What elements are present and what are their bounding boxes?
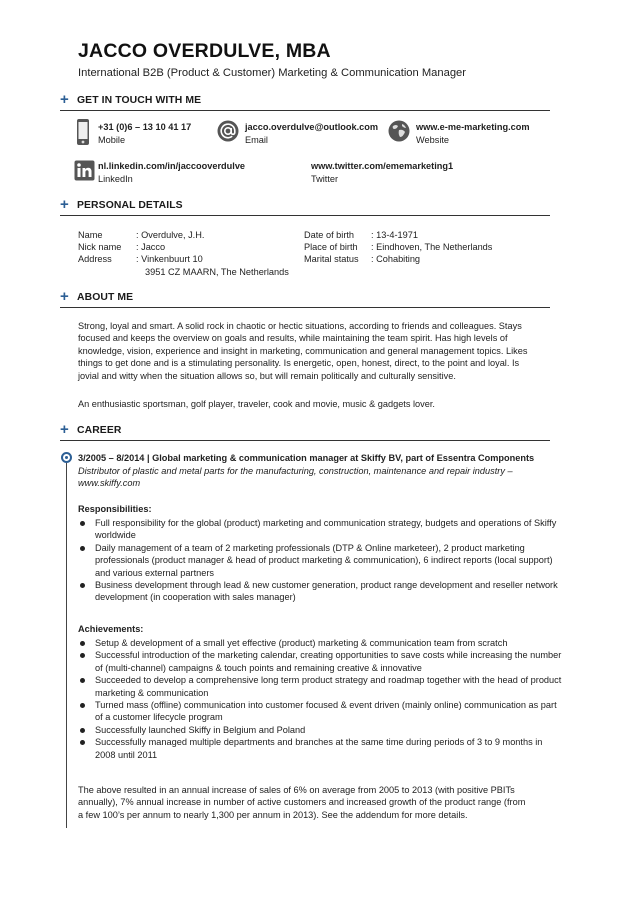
email-label: Email bbox=[245, 135, 268, 145]
globe-icon bbox=[388, 120, 410, 142]
plus-icon: + bbox=[60, 288, 69, 305]
personal-value-address: : Vinkenbuurt 10 bbox=[136, 254, 203, 264]
plus-icon: + bbox=[60, 421, 69, 438]
about-line: focused and keeps the overview on goals and results, while maintaining the team spirit. Has high levels of bbox=[78, 333, 508, 344]
career-timeline-line bbox=[66, 458, 67, 828]
responsibilities-list bbox=[78, 517, 562, 604]
section-title: GET IN TOUCH WITH ME bbox=[77, 95, 202, 106]
plus-icon: + bbox=[60, 196, 69, 213]
personal-value-marital: : Cohabiting bbox=[371, 254, 421, 264]
personal-label-name: Name bbox=[78, 230, 103, 240]
personal-value-nickname: : Jacco bbox=[136, 242, 166, 252]
website-value[interactable]: www.e-me-marketing.com bbox=[416, 122, 530, 132]
personal-label-address: Address bbox=[78, 254, 112, 264]
career-summary bbox=[78, 784, 556, 821]
personal-value-pob: : Eindhoven, The Netherlands bbox=[371, 242, 493, 252]
job-title: 3/2005 – 8/2014 | Global marketing & communication manager at Skiffy BV, part of Essentra Components bbox=[78, 453, 535, 463]
section-title: PERSONAL DETAILS bbox=[77, 200, 183, 211]
timeline-dot-icon bbox=[61, 452, 72, 463]
summary-line: annually), 7% annual increase in number of active customers and increased growth of the product range (from bbox=[78, 797, 526, 808]
about-line: jovial and witty when the situation allows so, but will remain politically and culturally sensitive. bbox=[78, 370, 456, 381]
company-website[interactable]: www.skiffy.com bbox=[78, 478, 141, 488]
list-item: Daily management of a team of 2 marketing professionals (DTP & Online marketeer), 2 product marketing professionals (product manager & head of product marketing & communication), 6 indirect reports (local support) and various external partners bbox=[78, 542, 562, 579]
about-line: knowledge, vision, experience and insight in marketing, communication and general management topics. Likes bbox=[78, 345, 528, 356]
personal-label-pob: Place of birth bbox=[304, 242, 358, 252]
list-item: Succeeded to develop a comprehensive long term product strategy and roadmap together with the head of product marketing & communication bbox=[78, 674, 562, 699]
section-header-about bbox=[60, 288, 550, 308]
responsibilities-heading: Responsibilities: bbox=[78, 504, 152, 514]
personal-label-marital: Marital status bbox=[304, 254, 359, 264]
summary-line: The above resulted in an annual increase of sales of 6% on average from 2005 to 2013 (with positive PBITs bbox=[78, 785, 515, 795]
personal-label-dob: Date of birth bbox=[304, 230, 355, 240]
section-title: CAREER bbox=[77, 425, 122, 436]
twitter-value[interactable]: www.twitter.com/ememarketing1 bbox=[311, 161, 454, 171]
linkedin-icon bbox=[74, 160, 95, 181]
at-sign-icon bbox=[217, 120, 239, 142]
plus-icon: + bbox=[60, 91, 69, 108]
about-line: Strong, loyal and smart. A solid rock in chaotic or hectic situations, according to friends and colleagues. Stays bbox=[78, 321, 522, 331]
email-value[interactable]: jacco.overdulve@outlook.com bbox=[245, 122, 379, 132]
personal-label-nickname: Nick name bbox=[78, 242, 122, 252]
list-item: Successful introduction of the marketing calendar, creating opportunities to save costs while increasing the number of (multi-channel) campaigns & touch points and remaining creative & innovative bbox=[78, 649, 562, 674]
achievements-heading: Achievements: bbox=[78, 624, 144, 634]
section-title: ABOUT ME bbox=[77, 292, 134, 303]
personal-value-address-line2: 3951 CZ MAARN, The Netherlands bbox=[145, 267, 289, 277]
mobile-label: Mobile bbox=[98, 135, 126, 145]
achievements-list bbox=[78, 637, 562, 761]
about-paragraph-1 bbox=[78, 320, 556, 382]
section-header-personal bbox=[60, 196, 550, 216]
twitter-label: Twitter bbox=[311, 174, 339, 184]
list-item: Turned mass (offline) communication into customer focused & event driven (mainly online) communication as part of a customer lifecycle program bbox=[78, 699, 562, 724]
list-item: Setup & development of a small yet effective (product) marketing & communication team from scratch bbox=[78, 637, 562, 649]
website-label: Website bbox=[416, 135, 450, 145]
company-description: Distributor of plastic and metal parts for the manufacturing, construction, maintenance and repair industry – bbox=[78, 466, 513, 476]
list-item: Successfully managed multiple departments and branches at the same time during periods of 3 to 9 months in 2008 until 2011 bbox=[78, 736, 562, 761]
section-header-contact bbox=[60, 91, 550, 111]
mobile-value[interactable]: +31 (0)6 – 13 10 41 17 bbox=[98, 122, 192, 132]
linkedin-value[interactable]: nl.linkedin.com/in/jaccooverdulve bbox=[98, 161, 246, 171]
section-header-career bbox=[60, 421, 550, 441]
linkedin-label: LinkedIn bbox=[98, 174, 133, 184]
about-line: things to get done and is a stimulating personality. Is energetic, open, honest, direct, to the point and loyal. Is bbox=[78, 358, 520, 369]
mobile-phone-icon bbox=[76, 118, 90, 146]
summary-line: a few 100’s per annum to nearly 1,300 per annum in 2013). See the addendum for more details. bbox=[78, 809, 468, 820]
list-item: Business development through lead & new customer generation, product range development and reseller network development (in cooperation with sales manager) bbox=[78, 579, 562, 604]
personal-value-name: : Overdulve, J.H. bbox=[136, 230, 205, 240]
list-item: Successfully launched Skiffy in Belgium and Poland bbox=[78, 724, 562, 736]
personal-value-dob: : 13-4-1971 bbox=[371, 230, 418, 240]
candidate-subtitle: International B2B (Product & Customer) Marketing & Communication Manager bbox=[78, 67, 467, 79]
list-item: Full responsibility for the global (product) marketing and communication strategy, budgets and operations of Skiffy worldwide bbox=[78, 517, 562, 542]
about-paragraph-2: An enthusiastic sportsman, golf player, traveler, cook and movie, music & gadgets lover. bbox=[78, 399, 435, 409]
candidate-name: JACCO OVERDULVE, MBA bbox=[78, 40, 331, 62]
